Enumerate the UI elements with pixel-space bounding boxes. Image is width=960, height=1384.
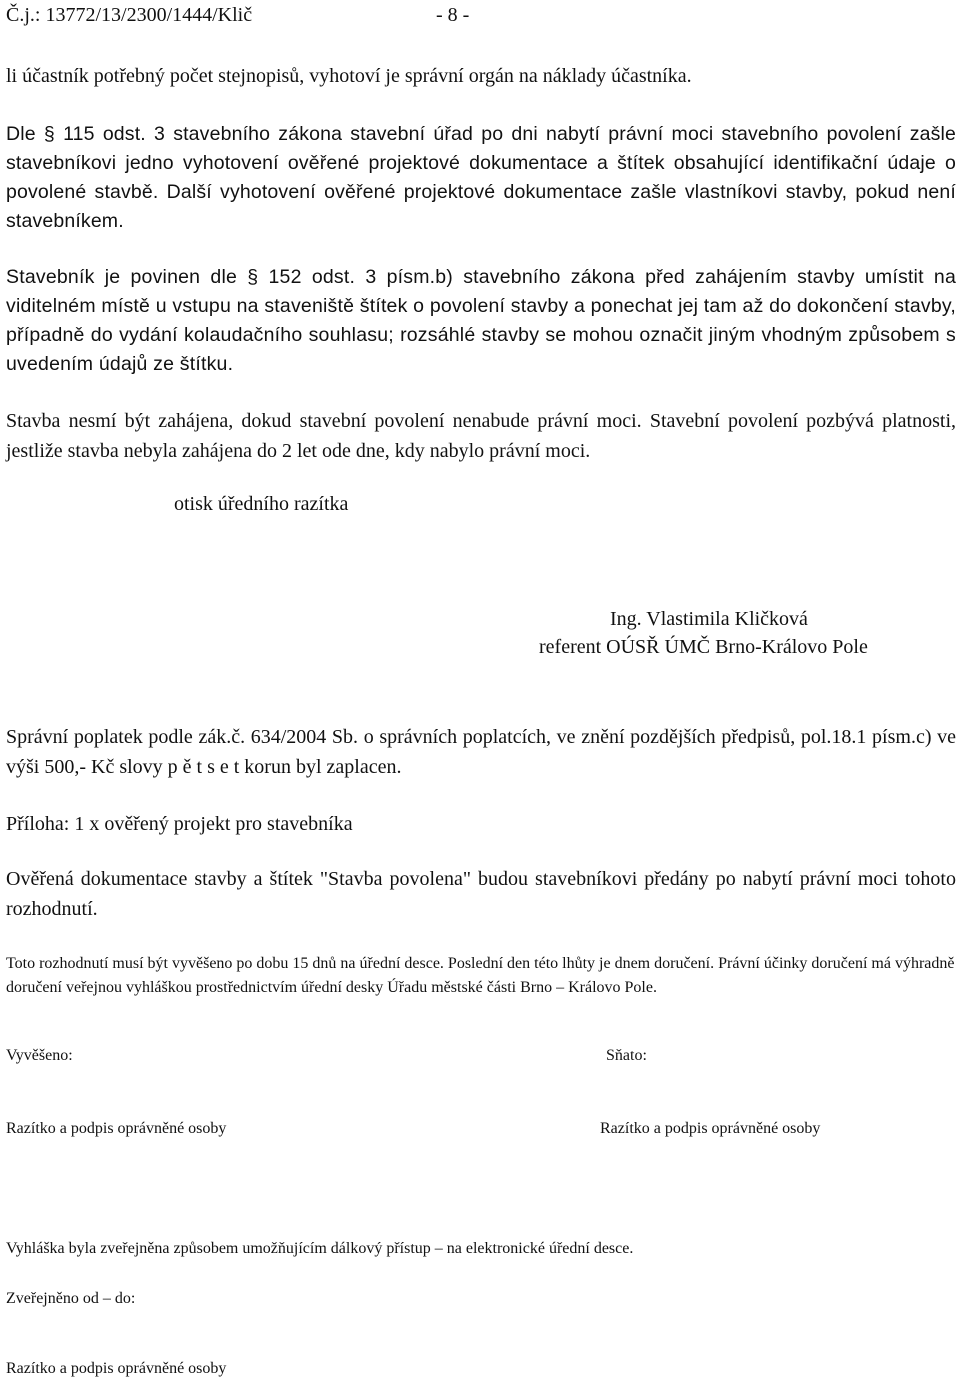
paragraph-validity: Stavba nesmí být zahájena, dokud stavební povolení nenabude právní moci. Stavební povolení pozbývá platnosti, jestliže stavba nebyla zahájena do 2 let ode dne, kdy nabylo právní moci. — [6, 410, 956, 462]
stamp-signature-left: Razítko a podpis oprávněné osoby — [6, 1120, 227, 1137]
reference-number: Č.j.: 13772/13/2300/1444/Klič — [6, 4, 253, 26]
paragraph-posting-notice: Toto rozhodnutí musí být vyvěšeno po dobu 15 dnů na úřední desce. Poslední den této lhůty je dnem doručení. Právní účinky doručení má výhradně doručení veřejnou vyhláškou prostřednictvím úřední desky Úřadu městské části Brno – Královo Pole. — [6, 955, 955, 996]
removed-label: Sňato: — [606, 1047, 647, 1064]
stamp-signature-final: Razítko a podpis oprávněné osoby — [6, 1360, 227, 1377]
signatory-name: Ing. Vlastimila Kličková — [610, 608, 808, 630]
paragraph-fee: Správní poplatek podle zák.č. 634/2004 Sb. o správních poplatcích, ve znění pozdějších předpisů, pol.18.1 písm.c) ve výši 500,- Kč slovy p ě t s e t korun byl zaplacen. — [6, 726, 956, 778]
paragraph-attachment: Příloha: 1 x ověřený projekt pro stavebníka — [6, 813, 353, 835]
page-number: - 8 - — [436, 4, 470, 26]
official-stamp-placeholder: otisk úředního razítka — [174, 493, 349, 515]
remote-access-note: Vyhláška byla zveřejněna způsobem umožňujícím dálkový přístup – na elektronické úřední desce. — [6, 1240, 634, 1257]
paragraph-section-152: Stavebník je povinen dle § 152 odst. 3 písm.b) stavebního zákona před zahájením stavby umístit na viditelném místě u vstupu na staveniště štítek o povolení stavby a ponechat jej tam až do dokončení stavby, případně do vydání kolaudačního souhlasu; rozsáhlé stavby se mohou označit jiným vhodným způsobem s uvedením údajů ze štítku. — [6, 266, 956, 375]
paragraph-section-115: Dle § 115 odst. 3 stavebního zákona stavební úřad po dni nabytí právní moci stavebního povolení zašle stavebníkovi jedno vyhotovení ověřené projektové dokumentace a štítek obsahující identifikační údaje o povolené stavbě. Další vyhotovení ověřené projektové dokumentace zašle vlastníkovi stavby, pokud není stavebníkem. — [6, 123, 956, 232]
published-label: Zveřejněno od – do: — [6, 1290, 136, 1307]
paragraph-verified-documents: Ověřená dokumentace stavby a štítek "Stavba povolena" budou stavebníkovi předány po nabytí právní moci tohoto rozhodnutí. — [6, 868, 956, 920]
stamp-signature-right: Razítko a podpis oprávněné osoby — [600, 1120, 821, 1137]
signatory-role: referent OÚSŘ ÚMČ Brno-Královo Pole — [539, 636, 868, 658]
paragraph-intro: li účastník potřebný počet stejnopisů, vyhotoví je správní orgán na náklady účastníka. — [6, 65, 692, 87]
posted-label: Vyvěšeno: — [6, 1047, 73, 1064]
